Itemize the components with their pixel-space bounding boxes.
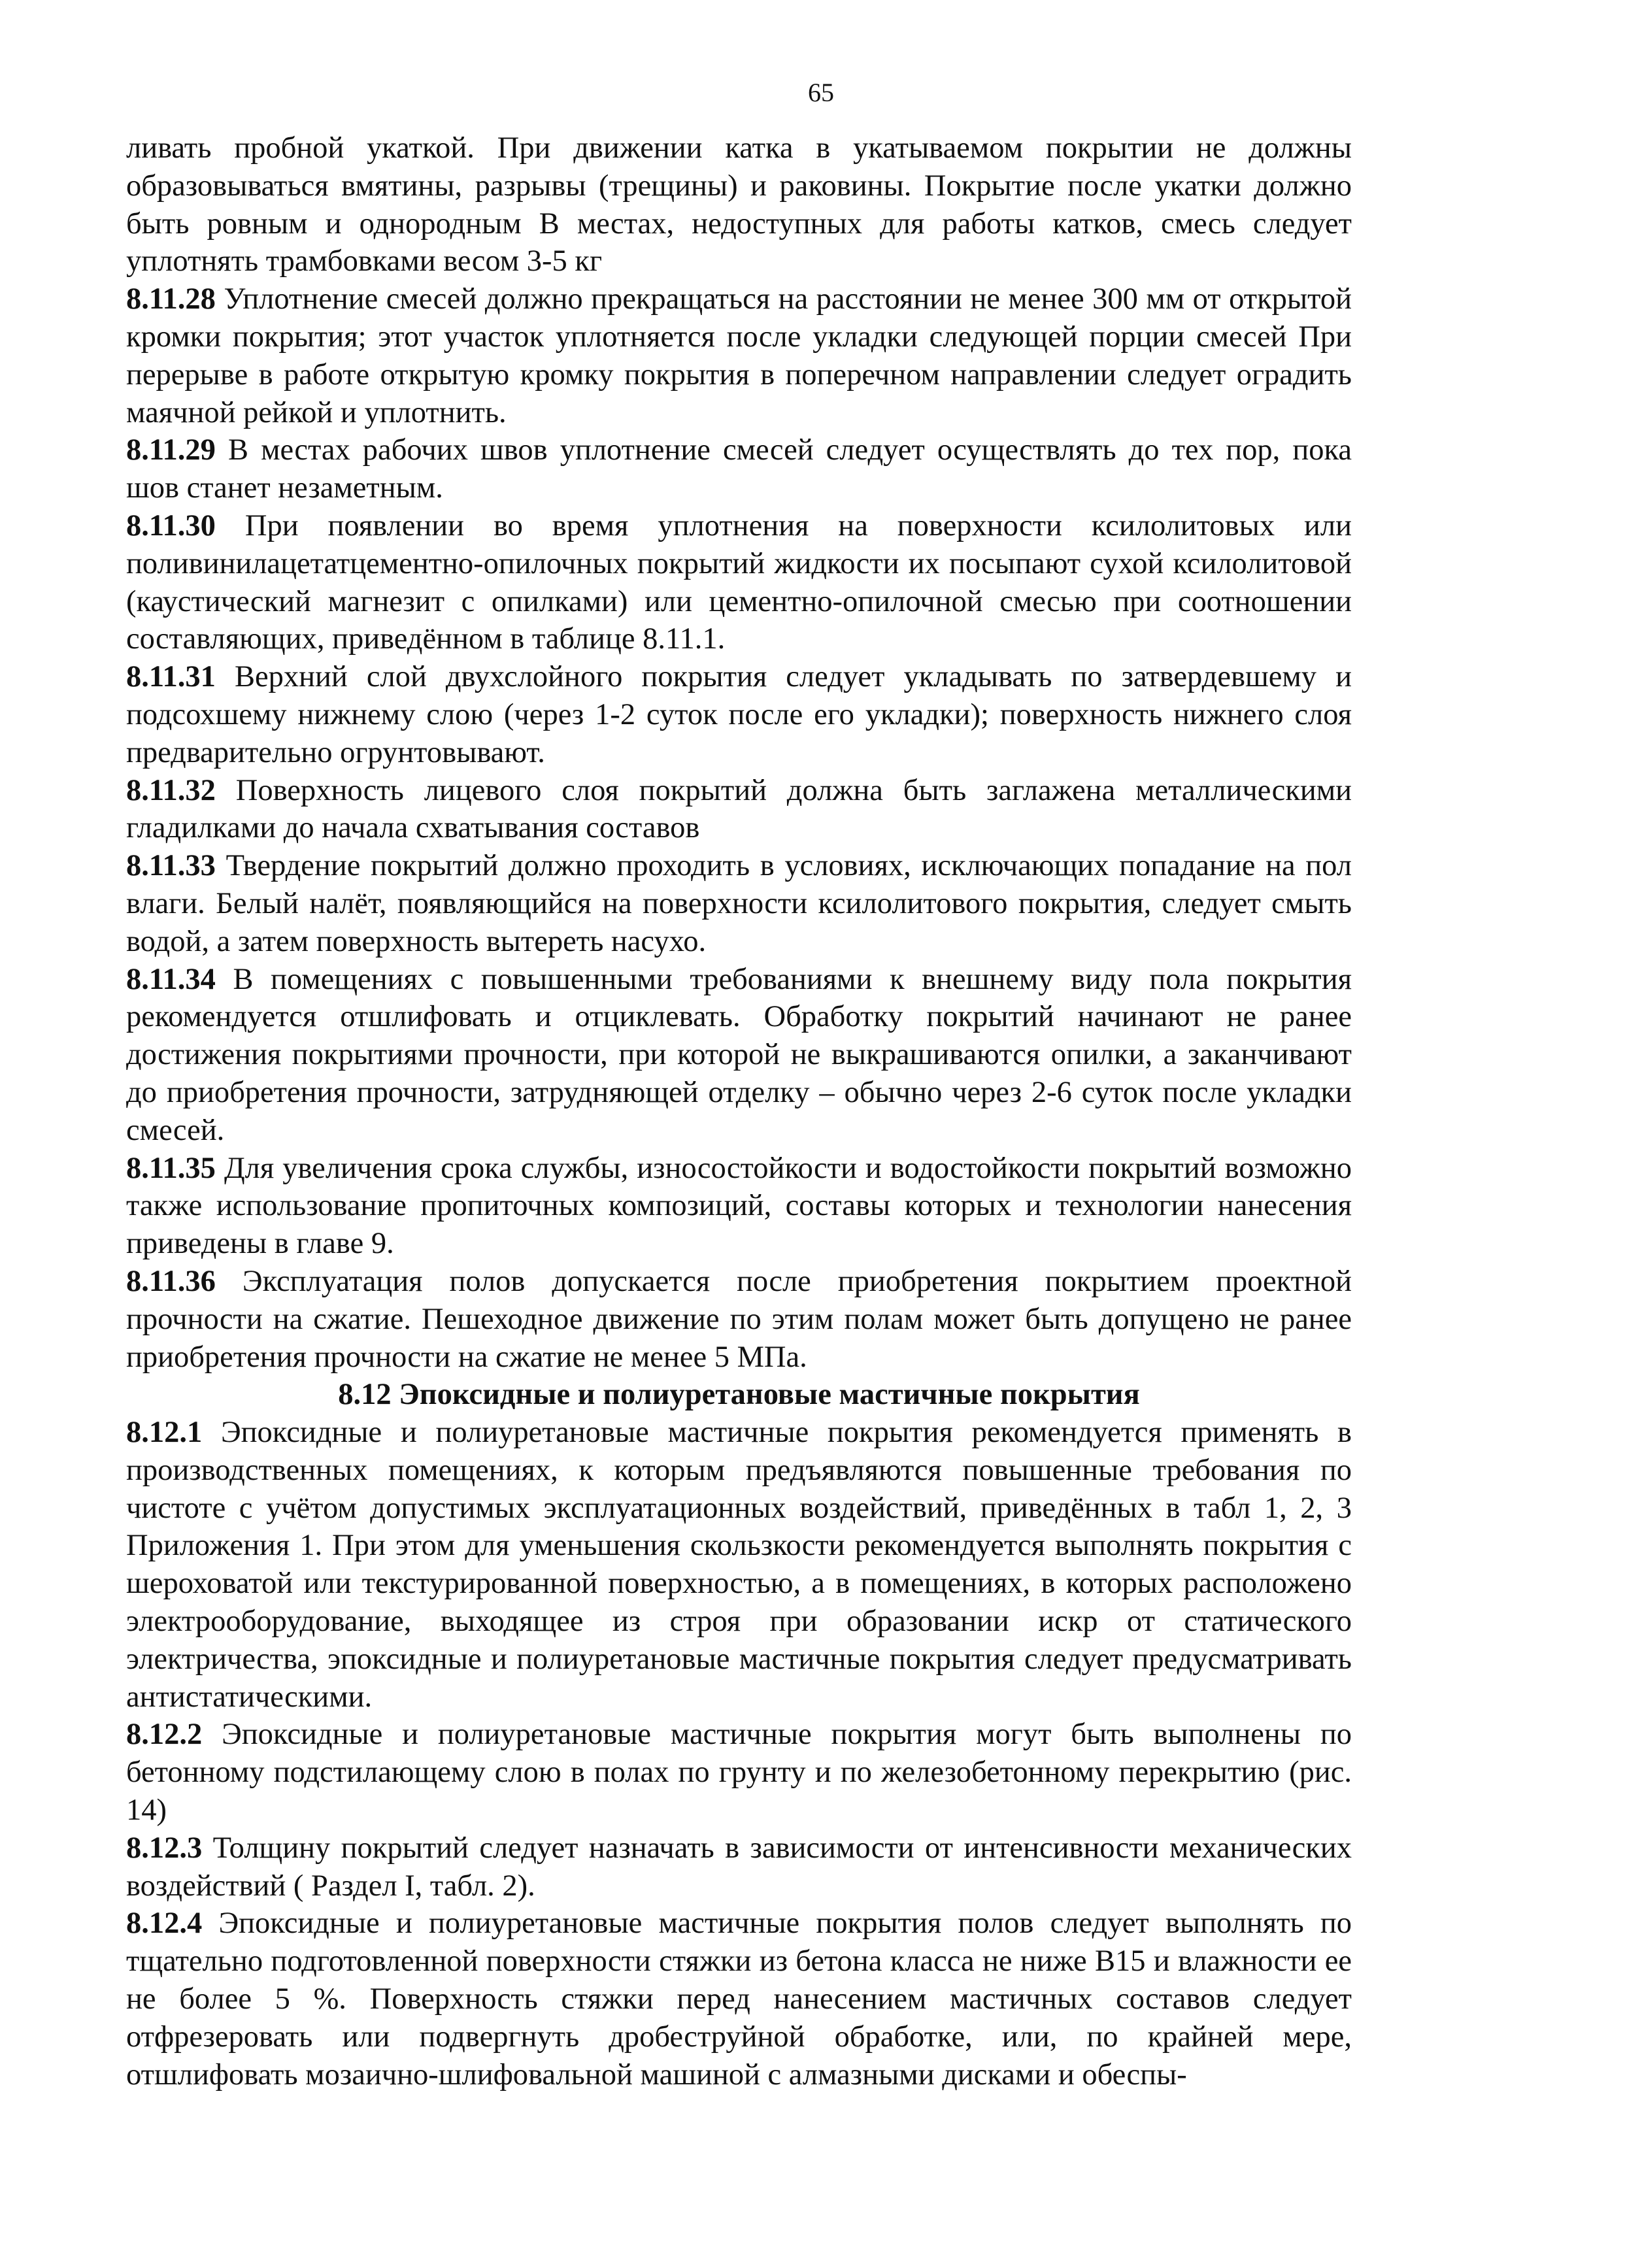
paragraph-8-12-2	[126, 1716, 1352, 1829]
paragraph-continuation	[126, 129, 1352, 280]
paragraph-8-11-36	[126, 1263, 1352, 1376]
clause-number: 8.12.4	[126, 1907, 203, 1941]
clause-number: 8.11.29	[126, 433, 216, 467]
paragraph-8-12-1	[126, 1414, 1352, 1716]
paragraph-text: В местах рабочих швов уплотнение смесей следует осуществлять до тех пор, пока шов станет незаметным.	[126, 433, 1352, 505]
clause-number: 8.12.2	[126, 1718, 203, 1752]
paragraph-text: В помещениях с повышенными требованиями к внешнему виду пола покрытия рекомендуется отшлифовать и отциклевать. Обработку покрытий начинают не ранее достижения покрытиями прочности, при которой не выкрашиваются опилки, а заканчивают до приобретения прочности, затрудняющей отделку – обычно через 2-6 суток после укладки смесей.	[126, 962, 1352, 1147]
clause-number: 8.11.32	[126, 773, 216, 807]
clause-number: 8.11.28	[126, 282, 216, 316]
clause-number: 8.11.34	[126, 962, 216, 996]
page-body	[126, 129, 1352, 2093]
clause-number: 8.11.30	[126, 509, 216, 542]
clause-number: 8.11.35	[126, 1151, 216, 1185]
paragraph-8-12-3	[126, 1829, 1352, 1905]
paragraph-8-11-30	[126, 507, 1352, 658]
paragraph-text: ливать пробной укаткой. При движении катка в укатываемом покрытии не должны образовываться вмятины, разрывы (трещины) и раковины. Покрытие после укатки должно быть ровным и однородным В местах, недоступных для работы катков, смесь следует уплотнять трамбовками весом 3-5 кг	[126, 131, 1352, 278]
paragraph-text: Твердение покрытий должно проходить в условиях, исключающих попадание на пол влаги. Белый налёт, появляющийся на поверхности ксилолитового покрытия, следует смыть водой, а затем поверхность вытереть насухо.	[126, 849, 1352, 958]
paragraph-8-11-29	[126, 431, 1352, 507]
clause-number: 8.11.33	[126, 849, 216, 883]
clause-number: 8.12.3	[126, 1831, 203, 1865]
paragraph-8-11-34	[126, 961, 1352, 1150]
paragraph-8-11-31	[126, 658, 1352, 771]
paragraph-text: Поверхность лицевого слоя покрытий должна быть заглажена металлическими гладилками до начала схватывания составов	[126, 773, 1352, 845]
paragraph-text: Для увеличения срока службы, износостойкости и водостойкости покрытий возможно также использование пропиточных композиций, составы которых и технологии нанесения приведены в главе 9.	[126, 1151, 1352, 1261]
paragraph-text: Эпоксидные и полиуретановые мастичные покрытия рекомендуется применять в производственных помещениях, к которым предъявляются повышенные требования по чистоте с учётом допустимых эксплуатационных воздействий, приведённых в табл 1, 2, 3 Приложения 1. При этом для уменьшения скользкости рекомендуется выполнять покрытия с шероховатой или текстурированной поверхностью, а в помещениях, в которых расположено электрооборудование, выходящее из строя при образовании искр от статического электричества, эпоксидные и полиуретановые мастичные покрытия следует предусматривать антистатическими.	[126, 1416, 1352, 1714]
page-number: 65	[808, 78, 834, 107]
paragraph-8-11-32	[126, 772, 1352, 848]
paragraph-text: Уплотнение смесей должно прекращаться на расстоянии не менее 300 мм от открытой кромки покрытия; этот участок уплотняется после укладки следующей порции смесей При перерыве в работе открытую кромку покрытия в поперечном направлении следует оградить маячной рейкой и уплотнить.	[126, 282, 1352, 429]
clause-number: 8.11.31	[126, 660, 216, 694]
paragraph-text: Эпоксидные и полиуретановые мастичные покрытия могут быть выполнены по бетонному подстилающему слою в полах по грунту и по железобетонному перекрытию (рис. 14)	[126, 1718, 1352, 1827]
paragraph-text: Эксплуатация полов допускается после приобретения покрытием проектной прочности на сжатие. Пешеходное движение по этим полам может быть допущено не ранее приобретения прочности на сжатие не менее 5 МПа.	[126, 1264, 1352, 1374]
paragraph-8-11-28	[126, 280, 1352, 431]
paragraph-8-11-35	[126, 1150, 1352, 1263]
paragraph-text: Верхний слой двухслойного покрытия следует укладывать по затвердевшему и подсохшему нижнему слою (через 1-2 суток после его укладки); поверхность нижнего слоя предварительно огрунтовывают.	[126, 660, 1352, 769]
section-heading: 8.12 Эпоксидные и полиуретановые мастичные покрытия	[338, 1378, 1140, 1412]
paragraph-text: Толщину покрытий следует назначать в зависимости от интенсивности механических воздействий ( Раздел I, табл. 2).	[126, 1831, 1352, 1903]
paragraph-text: Эпоксидные и полиуретановые мастичные покрытия полов следует выполнять по тщательно подготовленной поверхности стяжки из бетона класса не ниже В15 и влажности ее не более 5 %. Поверхность стяжки перед нанесением мастичных составов следует отфрезеровать или подвергнуть дробеструйной обработке, или, по крайней мере, отшлифовать мозаично-шлифовальной машиной с алмазными дисками и обеспы-	[126, 1907, 1352, 2092]
paragraph-text: При появлении во время уплотнения на поверхности ксилолитовых или поливинилацетатцементно-опилочных покрытий жидкости их посыпают сухой ксилолитовой (каустический магнезит с опилками) или цементно-опилочной смесью при соотношении составляющих, приведённом в таблице 8.11.1.	[126, 509, 1352, 656]
clause-number: 8.11.36	[126, 1264, 216, 1298]
paragraph-8-12-4	[126, 1905, 1352, 2093]
clause-number: 8.12.1	[126, 1416, 203, 1450]
paragraph-8-11-33	[126, 847, 1352, 960]
